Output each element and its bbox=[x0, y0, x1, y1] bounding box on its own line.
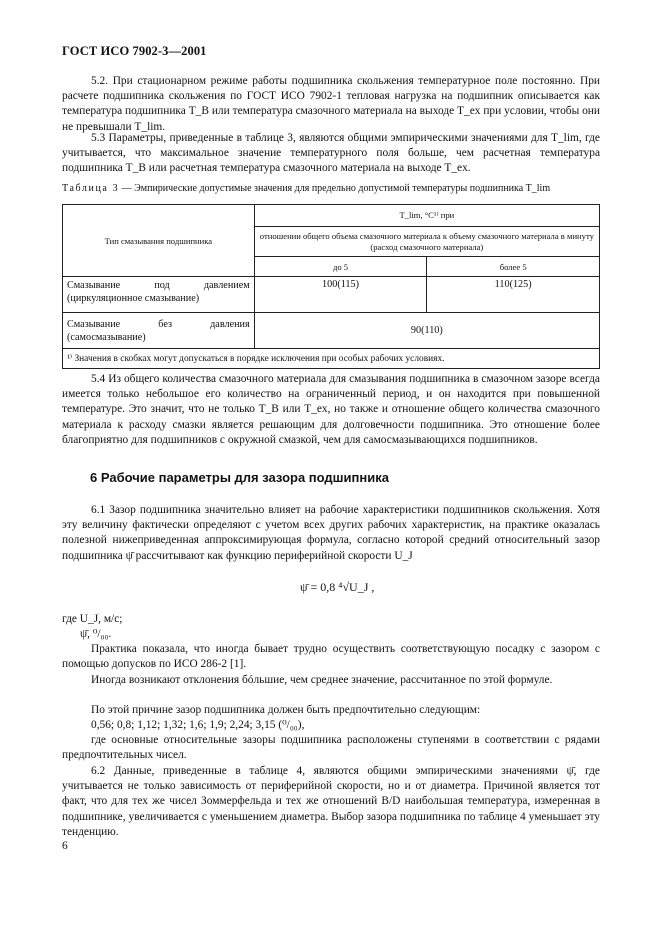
paragraph-6-2: 6.2 Данные, приведенные в таблице 4, являются общими эмпирическими значениями ψ̄, где учитывается не только зависимость от периферийной скорости, но и от диаметра. Причиной является тот факт, что для тех же чисел Зоммерфельда и тех же отношений B/D наибольшая температура, измеренная в подшипнике, увеличивается с уменьшением диаметра. Выбор зазора подшипника по таблице 4 уменьшает эту тенденцию. bbox=[62, 765, 600, 838]
preferred-values: 0,56; 0,8; 1,12; 1,32; 1,6; 1,9; 2,24; 3,15 (⁰/₀₀), bbox=[91, 719, 305, 731]
paragraph-6-1: 6.1 Зазор подшипника значительно влияет на рабочие характеристики подшипников скольжения. Хотя эту величину фактически определяют с учетом всех других рабочих характеристик, на практике оказалась полезной нижеприведенная аппроксимирующая формула, согласно которой средний относительный зазор подшипника ψ̄ рассчитывают как функцию периферийной скорости U_J bbox=[62, 504, 600, 562]
section-6-title: 6 Рабочие параметры для зазора подшипника bbox=[90, 470, 389, 485]
paragraph-deviation: Иногда возникают отклонения бóльшие, чем среднее значение, рассчитанное по этой формуле. bbox=[91, 674, 553, 686]
where-psi: ψ̄, ⁰/₀₀. bbox=[80, 628, 112, 640]
paragraph-5-3: 5.3 Параметры, приведенные в таблице 3, являются общими эмпирическими значениями для T_lim, где учитывается, что максимальное значение температурного поля больше, чем расчетная температура подшипника T_B или расчетная температура смазочного материала на выходе T_ex. bbox=[62, 132, 600, 175]
table-caption bbox=[62, 183, 622, 194]
header-over-5: более 5 bbox=[427, 257, 600, 277]
row-pressure-value-1: 100(115) bbox=[254, 277, 427, 313]
header-ratio: отношении общего объема смазочного материала к объему смазочного материала в минуту (расход смазочного материала) bbox=[254, 227, 599, 257]
row-nopressure-value: 90(110) bbox=[254, 313, 599, 349]
row-pressure-label: Смазывание под давлением (циркуляционное смазывание) bbox=[63, 277, 255, 313]
header-lubrication-type: Тип смазывания подшипника bbox=[63, 205, 255, 277]
temperature-table bbox=[62, 204, 600, 369]
where-velocity: где U_J, м/с; bbox=[62, 613, 123, 625]
document-header: ГОСТ ИСО 7902-3—2001 bbox=[62, 44, 207, 58]
paragraph-reason: По этой причине зазор подшипника должен быть предпочтительно следующим: bbox=[91, 704, 481, 716]
page-number: 6 bbox=[62, 840, 68, 852]
clearance-formula: ψ̄ = 0,8 ⁴√U_J , bbox=[300, 580, 375, 594]
table-caption-text: — Эмпирические допустимые значения для предельно допустимой температуры подшипника T_lim bbox=[119, 183, 551, 194]
header-tlim: T_lim, °C¹⁾ при bbox=[254, 205, 599, 227]
paragraph-5-2: 5.2. При стационарном режиме работы подшипника скольжения температурное поле постоянно. При расчете подшипника скольжения по ГОСТ ИСО 7902-1 тепловая нагрузка на подшипник описывается как температура подшипника T_B или температура смазочного материала на выходе T_ex при условии, чтобы они не превышали T_lim. bbox=[62, 75, 600, 133]
row-pressure-value-2: 110(125) bbox=[427, 277, 600, 313]
paragraph-practice: Практика показала, что иногда бывает трудно осуществить соответствующую посадку с зазором с помощью допусков по ИСО 286-2 [1]. bbox=[62, 643, 600, 671]
table-footnote: ¹⁾ Значения в скобках могут допускаться в порядке исключения при особых рабочих условиях. bbox=[63, 349, 600, 369]
paragraph-where-main: где основные относительные зазоры подшипника расположены ступенями в соответствии с рядами предпочтительных чисел. bbox=[62, 734, 600, 762]
header-up-to-5: до 5 bbox=[254, 257, 427, 277]
table-caption-prefix: Таблица 3 bbox=[62, 183, 120, 194]
row-nopressure-label: Смазывание без давления (самосмазывание) bbox=[63, 313, 255, 349]
paragraph-5-4: 5.4 Из общего количества смазочного материала для смазывания подшипника в смазочном зазоре всегда имеется только небольшое его количество на ограниченный период, и он находится при повышенной температуре. Это значит, что не только T_B или T_ex, но также и отношение общего количества смазочного материала к расходу смазки является решающим для долговечности подшипника. Это отношение более благоприятно для подшипников с окружной смазкой, чем для самосмазывающихся подшипников. bbox=[62, 373, 600, 446]
